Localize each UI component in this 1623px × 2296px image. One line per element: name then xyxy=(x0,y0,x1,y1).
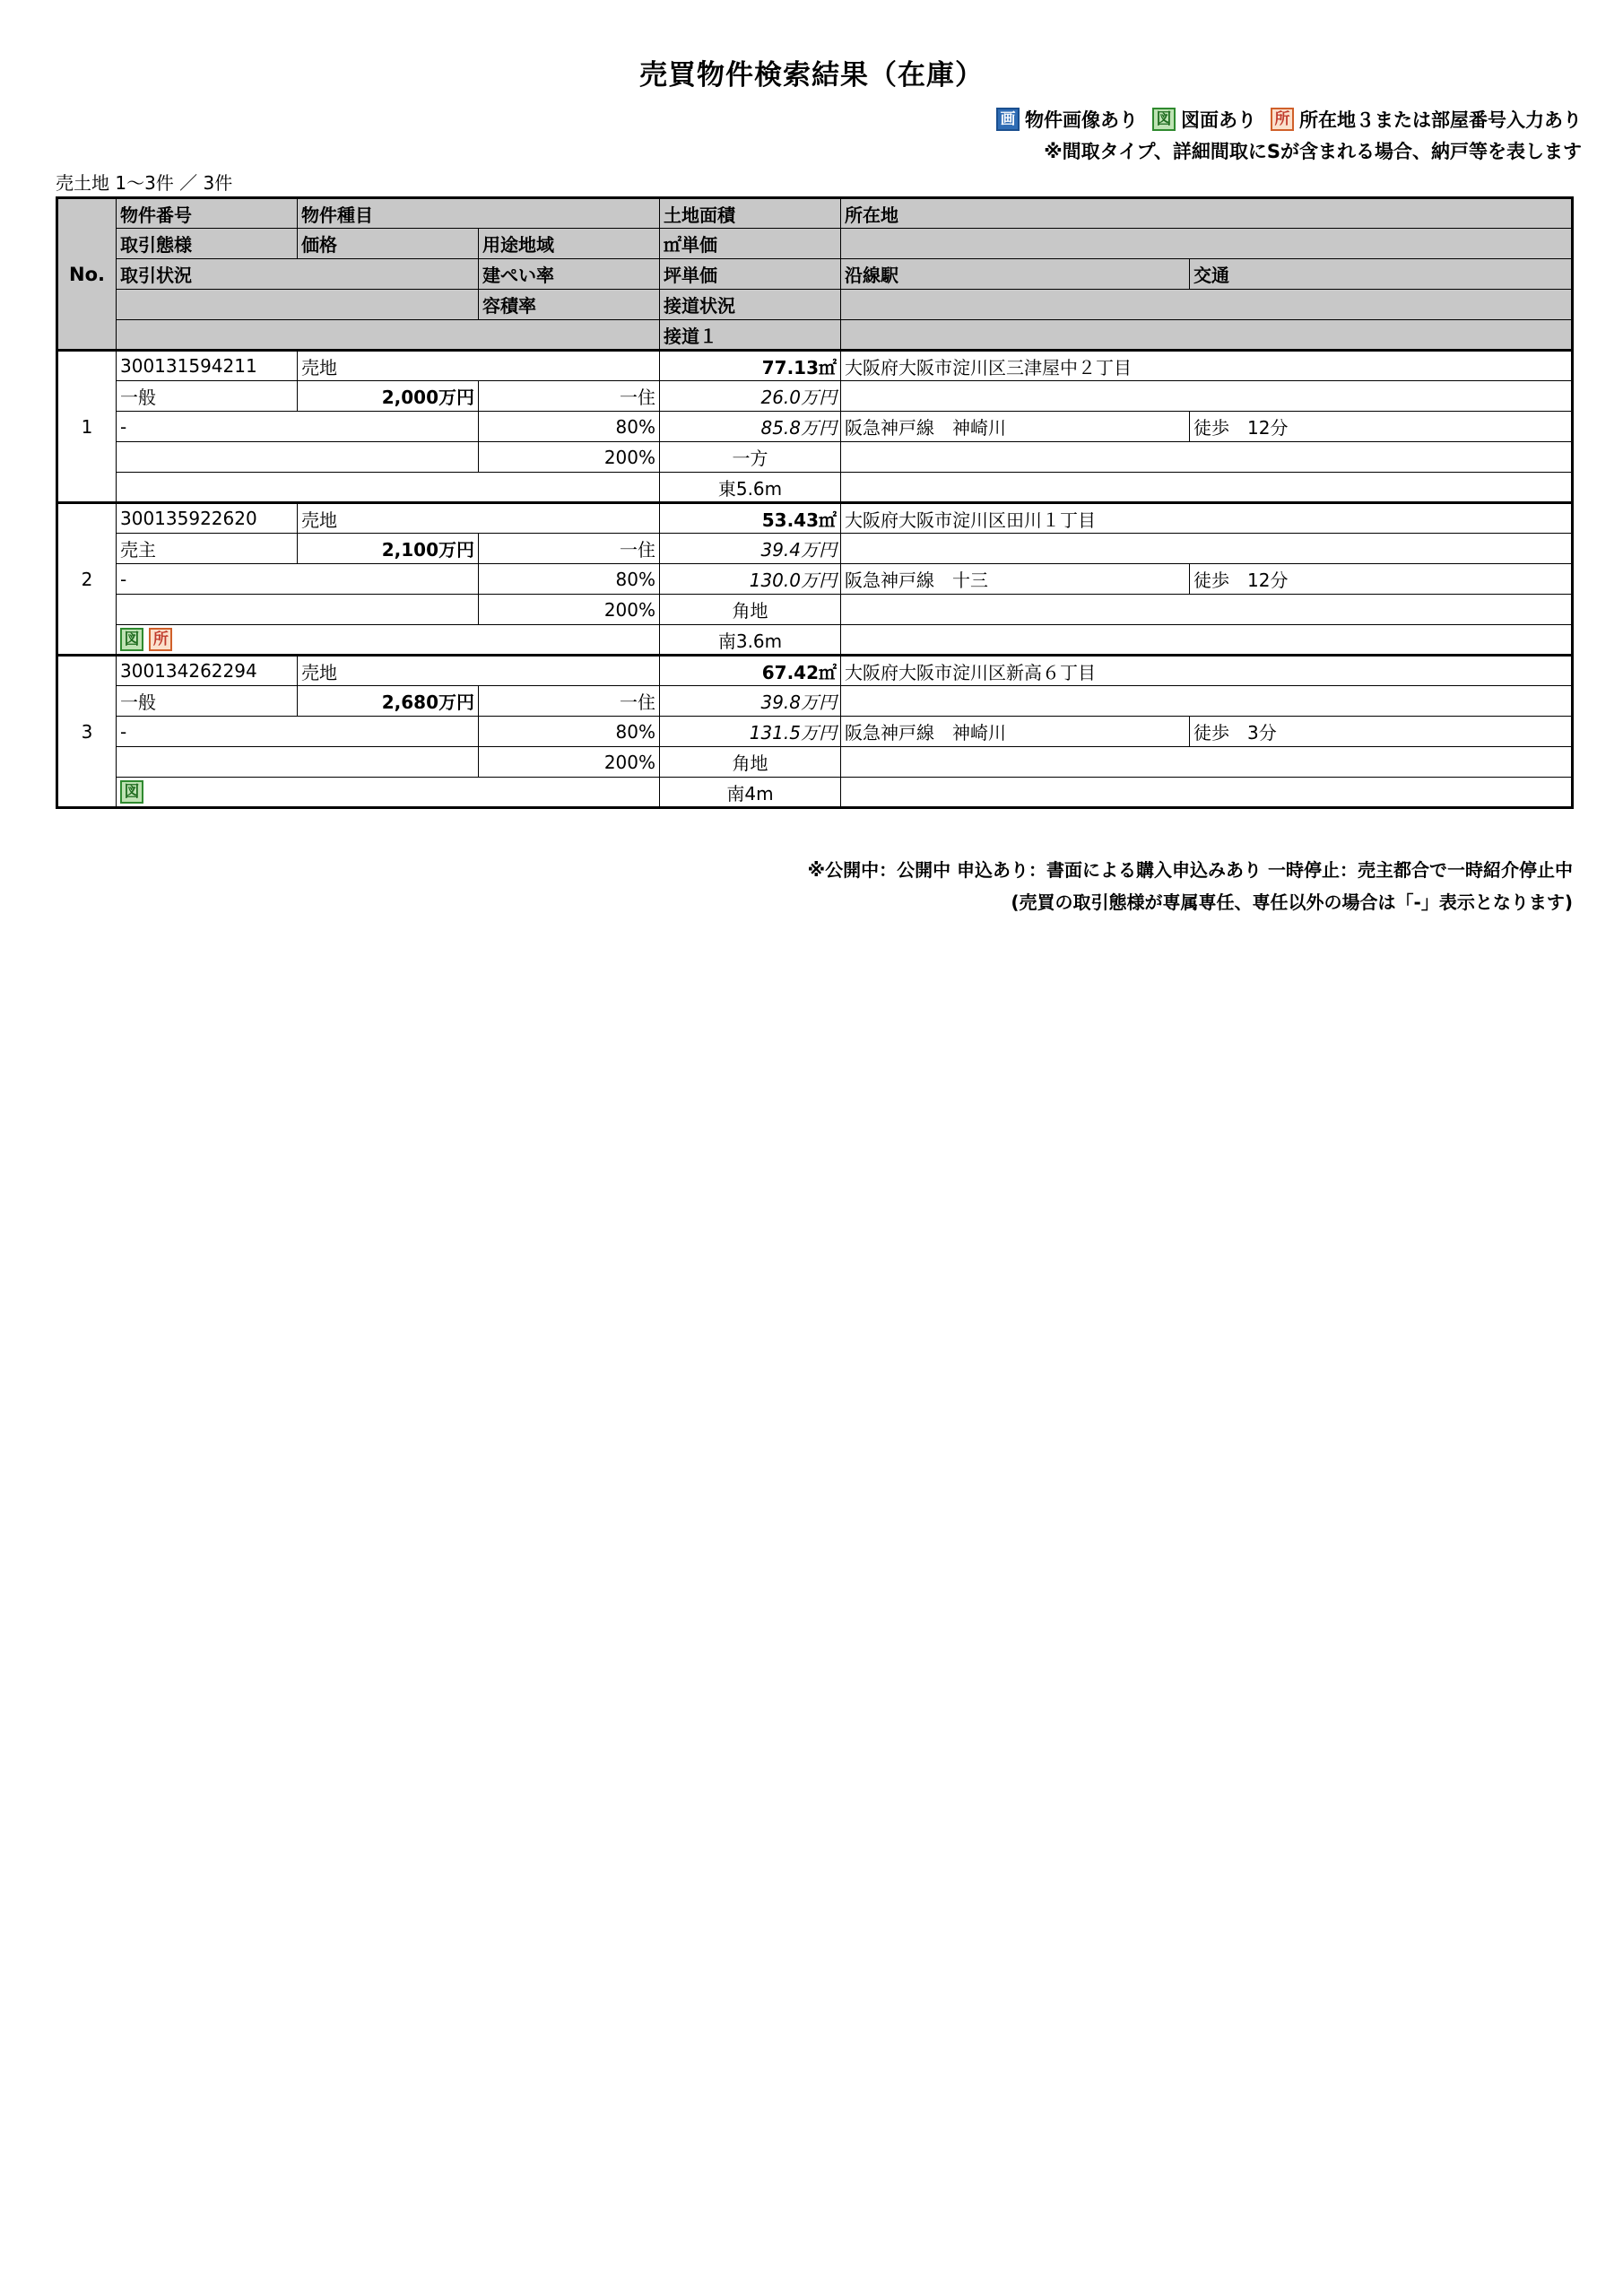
column-header-status: 取引状況 xyxy=(117,259,479,290)
location-badge-icon: 所 xyxy=(1271,108,1294,131)
land-area: 77.13㎡ xyxy=(660,351,841,381)
property-number: 300134262294 xyxy=(117,656,298,686)
row-number: 3 xyxy=(57,656,117,808)
legend-label-floorplan: 図面あり xyxy=(1181,109,1256,131)
coverage: 80% xyxy=(479,564,660,595)
table-row xyxy=(57,503,1573,656)
price: 2,000万円 xyxy=(298,381,479,412)
status-note: ※公開中：公開中 申込あり：書面による購入申込みあり 一時停止：売主都合で一時紹介停止中 xyxy=(807,859,1573,881)
column-header-station: 沿線駅 xyxy=(841,259,1190,290)
floorplan-badge-icon: 図 xyxy=(1152,108,1176,131)
floor-area-ratio: 200% xyxy=(479,442,660,473)
table-row xyxy=(57,351,1573,503)
land-area: 67.42㎡ xyxy=(660,656,841,686)
station: 阪急神戸線 神崎川 xyxy=(841,412,1190,442)
land-area: 53.43㎡ xyxy=(660,503,841,534)
column-header-blank xyxy=(841,290,1573,320)
column-header-price: 価格 xyxy=(298,229,479,259)
badges-cell xyxy=(117,778,660,808)
row-number: 2 xyxy=(57,503,117,656)
blank-cell xyxy=(117,595,479,625)
column-header-price-per-sqm: ㎡単価 xyxy=(660,229,841,259)
column-header-transaction: 取引態様 xyxy=(117,229,298,259)
road-status: 一方 xyxy=(660,442,841,473)
price-per-sqm: 39.8万円 xyxy=(660,686,841,717)
blank-cell xyxy=(841,381,1573,412)
transaction-note: (売買の取引態様が専属専任、専任以外の場合は「-」表示となります) xyxy=(1011,891,1573,913)
address: 大阪府大阪市淀川区三津屋中２丁目 xyxy=(841,351,1573,381)
blank-cell xyxy=(841,595,1573,625)
blank-cell xyxy=(841,473,1573,503)
price-per-tsubo: 131.5万円 xyxy=(660,717,841,747)
access: 徒歩 12分 xyxy=(1190,564,1573,595)
station: 阪急神戸線 十三 xyxy=(841,564,1190,595)
column-header-zoning: 用途地域 xyxy=(479,229,660,259)
address: 大阪府大阪市淀川区田川１丁目 xyxy=(841,503,1573,534)
property-type: 売地 xyxy=(298,503,660,534)
status: - xyxy=(117,717,479,747)
column-header-floor-area-ratio: 容積率 xyxy=(479,290,660,320)
blank-cell xyxy=(841,442,1573,473)
blank-cell xyxy=(841,534,1573,564)
road1: 南3.6m xyxy=(660,625,841,656)
road-status: 角地 xyxy=(660,595,841,625)
result-count: 売土地 1〜3件 ／ 3件 xyxy=(56,172,233,194)
row-number: 1 xyxy=(57,351,117,503)
image-badge-icon: 画 xyxy=(996,108,1020,131)
blank-cell xyxy=(841,625,1573,656)
zoning: 一住 xyxy=(479,381,660,412)
road1: 東5.6m xyxy=(660,473,841,503)
column-header-blank xyxy=(841,320,1573,351)
status: - xyxy=(117,564,479,595)
badges-cell xyxy=(117,473,660,503)
column-header-road-status: 接道状況 xyxy=(660,290,841,320)
road1: 南4m xyxy=(660,778,841,808)
legend-label-location: 所在地３または部屋番号入力あり xyxy=(1299,109,1582,131)
column-header-blank xyxy=(117,320,660,351)
transaction-type: 一般 xyxy=(117,381,298,412)
coverage: 80% xyxy=(479,412,660,442)
price: 2,680万円 xyxy=(298,686,479,717)
floor-area-ratio: 200% xyxy=(479,595,660,625)
blank-cell xyxy=(117,442,479,473)
property-type: 売地 xyxy=(298,351,660,381)
floorplan-badge-icon[interactable]: 図 xyxy=(120,780,143,804)
layout-note: ※間取タイプ、詳細間取にSが含まれる場合、納戸等を表します xyxy=(1044,141,1582,162)
road-status: 角地 xyxy=(660,747,841,778)
column-header-land-area: 土地面積 xyxy=(660,198,841,229)
blank-cell xyxy=(841,747,1573,778)
results-table xyxy=(56,196,1574,809)
transaction-type: 売主 xyxy=(117,534,298,564)
property-number: 300135922620 xyxy=(117,503,298,534)
coverage: 80% xyxy=(479,717,660,747)
status: - xyxy=(117,412,479,442)
table-header xyxy=(57,198,1573,351)
transaction-type: 一般 xyxy=(117,686,298,717)
column-header-blank xyxy=(117,290,479,320)
legend-label-image: 物件画像あり xyxy=(1025,109,1138,131)
blank-cell xyxy=(117,747,479,778)
column-header-road1: 接道１ xyxy=(660,320,841,351)
blank-cell xyxy=(841,778,1573,808)
column-header-blank xyxy=(841,229,1573,259)
column-header-no: No. xyxy=(57,198,117,351)
floor-area-ratio: 200% xyxy=(479,747,660,778)
page-title: 売買物件検索結果（在庫） xyxy=(639,59,984,91)
station: 阪急神戸線 神崎川 xyxy=(841,717,1190,747)
badges-cell xyxy=(117,625,660,656)
legend xyxy=(996,106,1582,133)
floorplan-badge-icon[interactable]: 図 xyxy=(120,628,143,651)
table-row xyxy=(57,656,1573,808)
column-header-coverage: 建ぺい率 xyxy=(479,259,660,290)
property-type: 売地 xyxy=(298,656,660,686)
column-header-property-type: 物件種目 xyxy=(298,198,660,229)
price: 2,100万円 xyxy=(298,534,479,564)
access: 徒歩 12分 xyxy=(1190,412,1573,442)
price-per-sqm: 26.0万円 xyxy=(660,381,841,412)
zoning: 一住 xyxy=(479,686,660,717)
price-per-sqm: 39.4万円 xyxy=(660,534,841,564)
zoning: 一住 xyxy=(479,534,660,564)
column-header-address: 所在地 xyxy=(841,198,1573,229)
location-badge-icon[interactable]: 所 xyxy=(149,628,172,651)
column-header-property-number: 物件番号 xyxy=(117,198,298,229)
access: 徒歩 3分 xyxy=(1190,717,1573,747)
column-header-price-per-tsubo: 坪単価 xyxy=(660,259,841,290)
column-header-access: 交通 xyxy=(1190,259,1573,290)
price-per-tsubo: 85.8万円 xyxy=(660,412,841,442)
property-number: 300131594211 xyxy=(117,351,298,381)
price-per-tsubo: 130.0万円 xyxy=(660,564,841,595)
blank-cell xyxy=(841,686,1573,717)
address: 大阪府大阪市淀川区新高６丁目 xyxy=(841,656,1573,686)
